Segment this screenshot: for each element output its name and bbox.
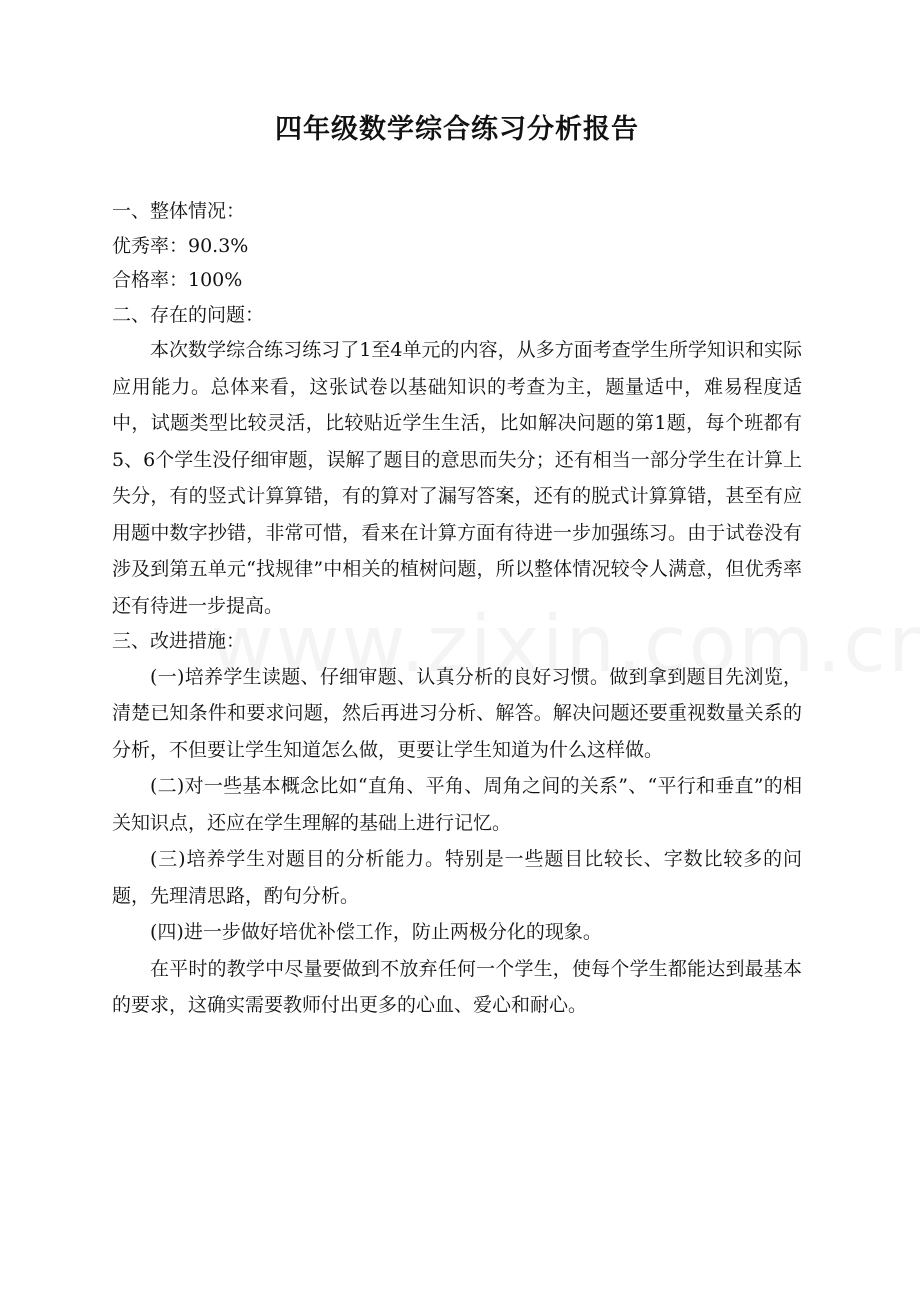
section-heading-problems: 二、存在的问题：: [112, 303, 265, 326]
excellence-rate: 优秀率：90.3%: [112, 234, 249, 257]
measure-item-4: (四)进一步做好培优补偿工作，防止两极分化的现象。: [150, 921, 602, 943]
section-heading-overall: 一、整体情况：: [112, 200, 246, 222]
section-heading-measures: 三、改进措施：: [112, 630, 246, 652]
closing-paragraph: 在平时的教学中尽量要做到不放弃任何一个学生，使每个学生都能达到最基本的要求，这确实需要教师付出更多的心血、爱心和耐心。: [112, 957, 802, 1016]
document-title: 四年级数学综合练习分析报告: [275, 114, 639, 145]
measure-item-2: (二)对一些基本概念比如“直角、平角、周角之间的关系”、“平行和垂直”的相关知识点，还应在学生理解的基础上进行记忆。: [112, 775, 802, 834]
measure-item-1: (一)培养学生读题、仔细审题、认真分析的良好习惯。做到拿到题目先浏览，清楚已知条件和要求问题，然后再进习分析、解答。解决问题还要重视数量关系的分析，不但要让学生知道怎么做，更要让学生知道为什么这样做。: [112, 665, 802, 761]
pass-rate: 合格率：100%: [112, 269, 243, 291]
measure-item-3: (三)培养学生对题目的分析能力。特别是一些题目比较长、字数比较多的问题，先理清思路，酌句分析。: [112, 848, 802, 907]
problems-paragraph: 本次数学综合练习练习了1至4单元的内容，从多方面考查学生所学知识和实际应用能力。总体来看，这张试卷以基础知识的考查为主，题量适中，难易程度适中，试题类型比较灵活，比较贴近学生生活，比如解决问题的第1题，每个班都有5、6个学生没仔细审题，误解了题目的意思而失分；还有相当一部分学生在计算上失分，有的竖式计算算错，有的算对了漏写答案，还有的脱式计算算错，甚至有应用题中数字抄错，非常可惜，看来在计算方面有待进一步加强练习。由于试卷没有涉及到第五单元“找规律”中相关的植树问题，所以整体情况较令人满意，但优秀率还有待进一步提高。: [112, 339, 802, 617]
document-page: [112, 110, 802, 1024]
